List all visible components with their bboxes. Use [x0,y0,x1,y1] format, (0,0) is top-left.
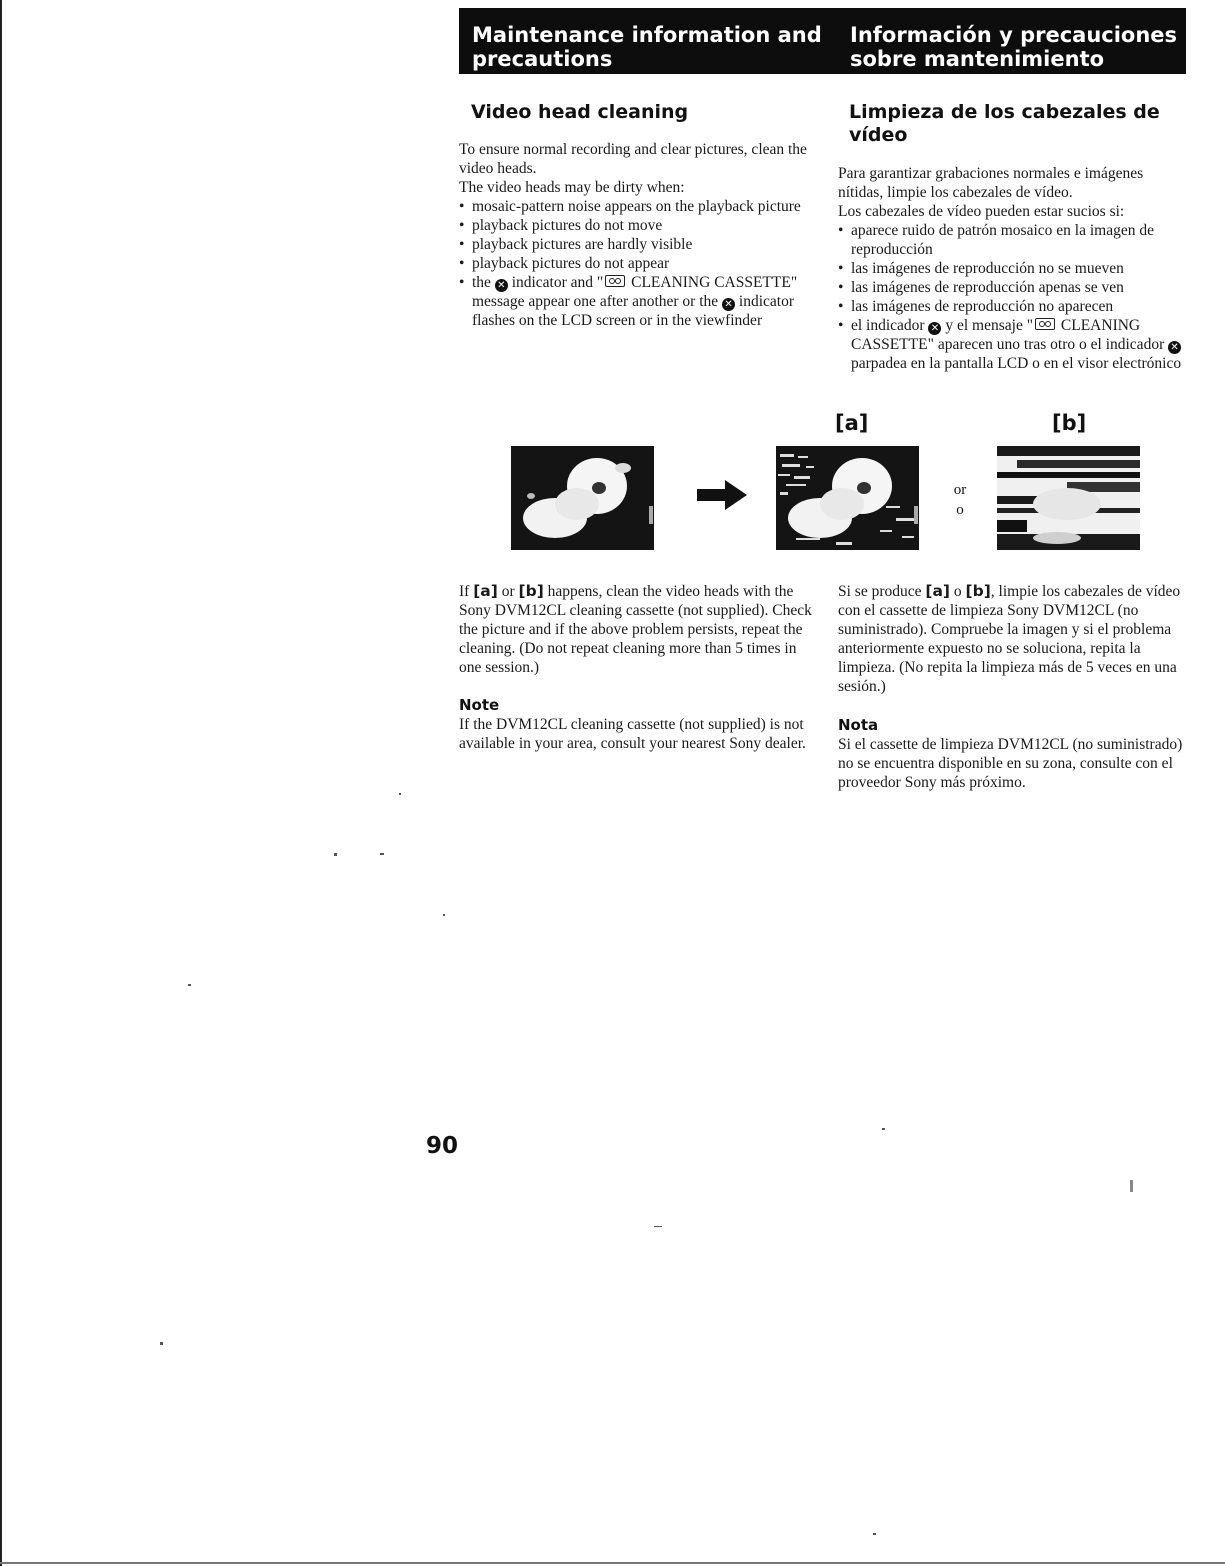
list-item [838,316,1188,373]
scan-speck [188,984,191,986]
dirty-heads-lead-es: Los cabezales de vídeo pueden estar sucios si: [838,203,1125,220]
text-fragment: If [459,583,470,600]
note-text-es: Si el cassette de limpieza DVM12CL (no suministrado) no se encuentra disponible en su zona, consulte con el proveedor Sony más próximo. [838,736,1183,791]
figure-label-a: [a] [835,411,869,435]
ref-label-b: [b] [518,582,544,600]
warning-indicator-icon: ✕ [1168,341,1181,354]
text-fragment: y el mensaje " [945,317,1034,334]
text-fragment: the [472,274,491,291]
scan-speck [443,914,445,916]
intro-paragraph-es: Para garantizar grabaciones normales e imágenes nítidas, limpie los cabezales de vídeo. [838,165,1144,201]
figure-label-b: [b] [1052,411,1087,435]
list-item: • las imágenes de reproducción no se mueven [838,259,1188,278]
list-item: • las imágenes de reproducción no aparecen [838,297,1188,316]
header-title-es: Información y precauciones sobre mantenimiento [850,23,1178,71]
cleaning-instructions-es [838,582,1194,696]
ref-label-a: [a] [925,582,951,600]
text-fragment: indicator and " [511,274,604,291]
list-item: • aparece ruido de patrón mosaico en la imagen de reproducción [838,221,1188,259]
or-separator [950,480,970,520]
cleaning-paragraph-es [838,582,1194,696]
cassette-icon [1035,318,1055,330]
clean-picture-art [511,446,654,550]
scan-speck [380,853,384,855]
text-fragment: or [501,583,515,600]
text-fragment: indicator flashes on the LCD screen or in the viewfinder [472,293,794,329]
cleaning-instructions-en [459,582,814,677]
list-item: • playback pictures do not move [459,216,814,235]
text-fragment: o [953,583,962,600]
text-fragment: el indicador [851,317,925,334]
dirty-heads-lead-en: The video heads may be dirty when: [459,179,685,196]
ref-label-a: [a] [473,582,498,600]
text-fragment: CLEANING CASSETTE" message appear one after another or the [472,274,798,310]
header-title-en: Maintenance information and precautions [472,23,822,71]
right-arrow-icon [697,480,747,510]
header-bar [459,8,1186,74]
note-text-en: If the DVM12CL cleaning cassette (not supplied) is not available in your area, consult your nearest Sony dealer. [459,716,806,752]
list-item: • playback pictures are hardly visible [459,235,814,254]
scan-speck [399,793,401,795]
text-fragment: parpadea en la pantalla LCD o en el visor electrónico [851,355,1182,372]
warning-indicator-icon: ✕ [722,298,735,311]
or-text-en: or [953,482,967,498]
cassette-icon [605,275,625,287]
text-fragment: Si se produce [838,583,922,600]
symptom-list-en [459,197,814,330]
or-text-es: o [956,502,964,518]
page-edge-left [0,0,2,1566]
page-number: 90 [426,1133,459,1159]
scan-speck [334,853,337,856]
noise-bars-image-b [997,446,1140,550]
mosaic-noise-art [776,446,919,550]
text-fragment: CLEANING CASSETTE" aparecen uno tras otro o el indicador [851,317,1165,353]
text-fragment: , limpie los cabezales de vídeo con el cassette de limpieza Sony DVM12CL (no suministrado). Compruebe la imagen y si el problema anteriormente expuesto no se soluciona, repita la limpieza. (No repita la limpieza más de 5 veces en una sesión.) [838,583,1181,695]
warning-indicator-icon: ✕ [495,279,508,292]
scan-speck [873,1533,876,1535]
ref-label-b: [b] [965,582,991,600]
intro-text-es [838,164,1188,373]
clean-picture-image [511,446,654,550]
symptom-list-es [838,221,1188,373]
warning-indicator-icon: ✕ [928,322,941,335]
list-item [459,273,814,330]
intro-text-en [459,140,814,330]
note-heading-es: Nota [838,716,879,734]
scan-speck [1130,1180,1133,1192]
intro-paragraph-en: To ensure normal recording and clear pictures, clean the video heads. [459,141,807,177]
section-title-en: Video head cleaning [471,101,689,123]
note-heading-en: Note [459,696,500,714]
scan-speck [654,1226,662,1227]
mosaic-noise-image-a [776,446,919,550]
scan-speck [882,1128,885,1130]
cleaning-paragraph-en [459,582,814,677]
section-title-es: Limpieza de los cabezales de vídeo [849,101,1160,146]
page-edge-bottom [0,1562,1225,1564]
scan-speck [160,1342,163,1345]
list-item: • mosaic-pattern noise appears on the playback picture [459,197,814,216]
list-item: • playback pictures do not appear [459,254,814,273]
list-item: • las imágenes de reproducción apenas se ven [838,278,1188,297]
noise-bars-art [997,446,1140,550]
text-fragment: happens, clean the video heads with the Sony DVM12CL cleaning cassette (not supplied). Check the picture and if the above problem persists, repeat the cleaning. (Do not repeat cleaning more than 5 times in one session.) [459,583,812,676]
